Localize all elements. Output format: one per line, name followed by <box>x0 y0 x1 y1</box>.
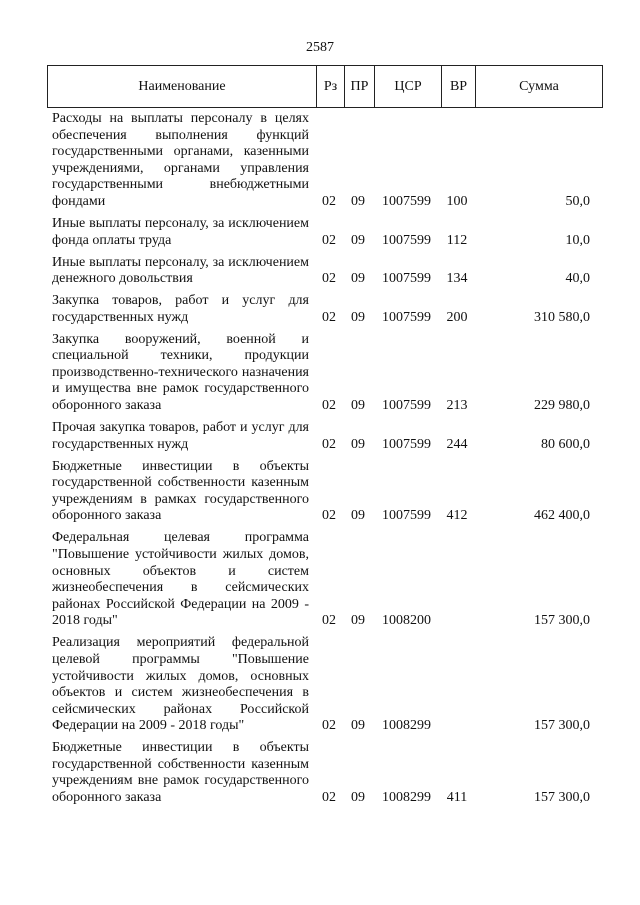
row-sum: 229 980,0 <box>534 398 590 414</box>
row-rz: 02 <box>322 718 336 734</box>
row-vr: 134 <box>446 271 468 287</box>
header-csr: ЦСР <box>374 66 441 107</box>
row-sum: 40,0 <box>565 271 590 287</box>
row-name: Расходы на выплаты персоналу в целях обеспечения выполнения функций государственными органами, казенными учреждениями, органами управления государственными внебюджетными фондами <box>52 111 309 209</box>
table-row <box>47 635 603 735</box>
row-rz: 02 <box>322 232 336 248</box>
table-row <box>47 111 603 211</box>
row-name: Бюджетные инвестиции в объекты государственной собственности казенным учреждениям в рамках государственного оборонного заказа <box>52 458 309 524</box>
row-rz: 02 <box>322 436 336 452</box>
row-csr: 1008200 <box>382 613 431 629</box>
row-csr: 1008299 <box>382 790 431 806</box>
table-body <box>47 111 603 812</box>
row-rz: 02 <box>322 271 336 287</box>
table-row <box>47 740 603 806</box>
row-name: Иные выплаты персоналу, за исключением денежного довольствия <box>52 254 309 287</box>
table-row <box>47 459 603 525</box>
row-csr: 1007599 <box>382 398 431 414</box>
row-sum: 80 600,0 <box>541 436 590 452</box>
table-row <box>47 216 603 249</box>
header-sum: Сумма <box>475 66 602 107</box>
row-pr: 09 <box>351 398 365 414</box>
row-csr: 1008299 <box>382 718 431 734</box>
row-vr: 112 <box>446 232 468 248</box>
table-row <box>47 332 603 415</box>
row-name: Прочая закупка товаров, работ и услуг для государственных нужд <box>52 420 309 452</box>
row-sum: 157 300,0 <box>534 790 590 806</box>
row-csr: 1007599 <box>382 193 431 209</box>
row-csr: 1007599 <box>382 271 431 287</box>
row-name: Бюджетные инвестиции в объекты государственной собственности казенным учреждениям вне рамок государственного оборонного заказа <box>52 740 309 806</box>
row-csr: 1007599 <box>382 232 431 248</box>
row-rz: 02 <box>322 790 336 806</box>
row-vr: 412 <box>446 508 468 524</box>
table-row <box>47 420 603 453</box>
row-vr: 100 <box>446 193 468 209</box>
header-vr: ВР <box>441 66 475 107</box>
header-pr: ПР <box>344 66 374 107</box>
row-vr <box>440 635 474 735</box>
row-sum: 157 300,0 <box>534 613 590 629</box>
row-vr: 213 <box>446 398 468 414</box>
row-pr: 09 <box>351 613 365 629</box>
header-rz: Рз <box>316 66 344 107</box>
row-rz: 02 <box>322 309 336 325</box>
row-name: Закупка товаров, работ и услуг для государственных нужд <box>52 293 309 325</box>
row-vr: 411 <box>446 790 468 806</box>
row-sum: 50,0 <box>565 193 590 209</box>
row-rz: 02 <box>322 613 336 629</box>
row-csr: 1007599 <box>382 309 431 325</box>
row-name: Реализация мероприятий федеральной целевой программы "Повышение устойчивости жилых домов, основных объектов и систем жизнеобеспечения в сейсмических районах Российской Федерации на 2009 - 2018 годы" <box>52 635 309 734</box>
row-name: Иные выплаты персоналу, за исключением фонда оплаты труда <box>52 215 309 248</box>
table-header <box>47 65 603 108</box>
row-sum: 462 400,0 <box>534 508 590 524</box>
row-rz: 02 <box>322 508 336 524</box>
row-pr: 09 <box>351 436 365 452</box>
row-csr: 1007599 <box>382 436 431 452</box>
table-row <box>47 530 603 630</box>
row-sum: 10,0 <box>565 232 590 248</box>
row-name: Закупка вооружений, военной и специальной техники, продукции производственно-технического назначения и имущества вне рамок государственного оборонного заказа <box>52 331 309 414</box>
row-sum: 310 580,0 <box>534 309 590 325</box>
row-pr: 09 <box>351 232 365 248</box>
row-pr: 09 <box>351 193 365 209</box>
table-row <box>47 293 603 326</box>
row-pr: 09 <box>351 790 365 806</box>
row-pr: 09 <box>351 508 365 524</box>
page-number: 2587 <box>306 40 334 55</box>
table-row <box>47 255 603 288</box>
row-pr: 09 <box>351 271 365 287</box>
row-pr: 09 <box>351 309 365 325</box>
row-csr: 1007599 <box>382 508 431 524</box>
row-vr: 244 <box>446 436 468 452</box>
row-vr: 200 <box>446 309 468 325</box>
row-rz: 02 <box>322 193 336 209</box>
row-vr <box>440 530 474 630</box>
row-name: Федеральная целевая программа "Повышение устойчивости жилых домов, основных объектов и систем жизнеобеспечения в сейсмических районах Российской Федерации на 2009 - 2018 годы" <box>52 530 309 629</box>
row-pr: 09 <box>351 718 365 734</box>
row-rz: 02 <box>322 398 336 414</box>
row-sum: 157 300,0 <box>534 718 590 734</box>
header-name: Наименование <box>138 78 226 94</box>
